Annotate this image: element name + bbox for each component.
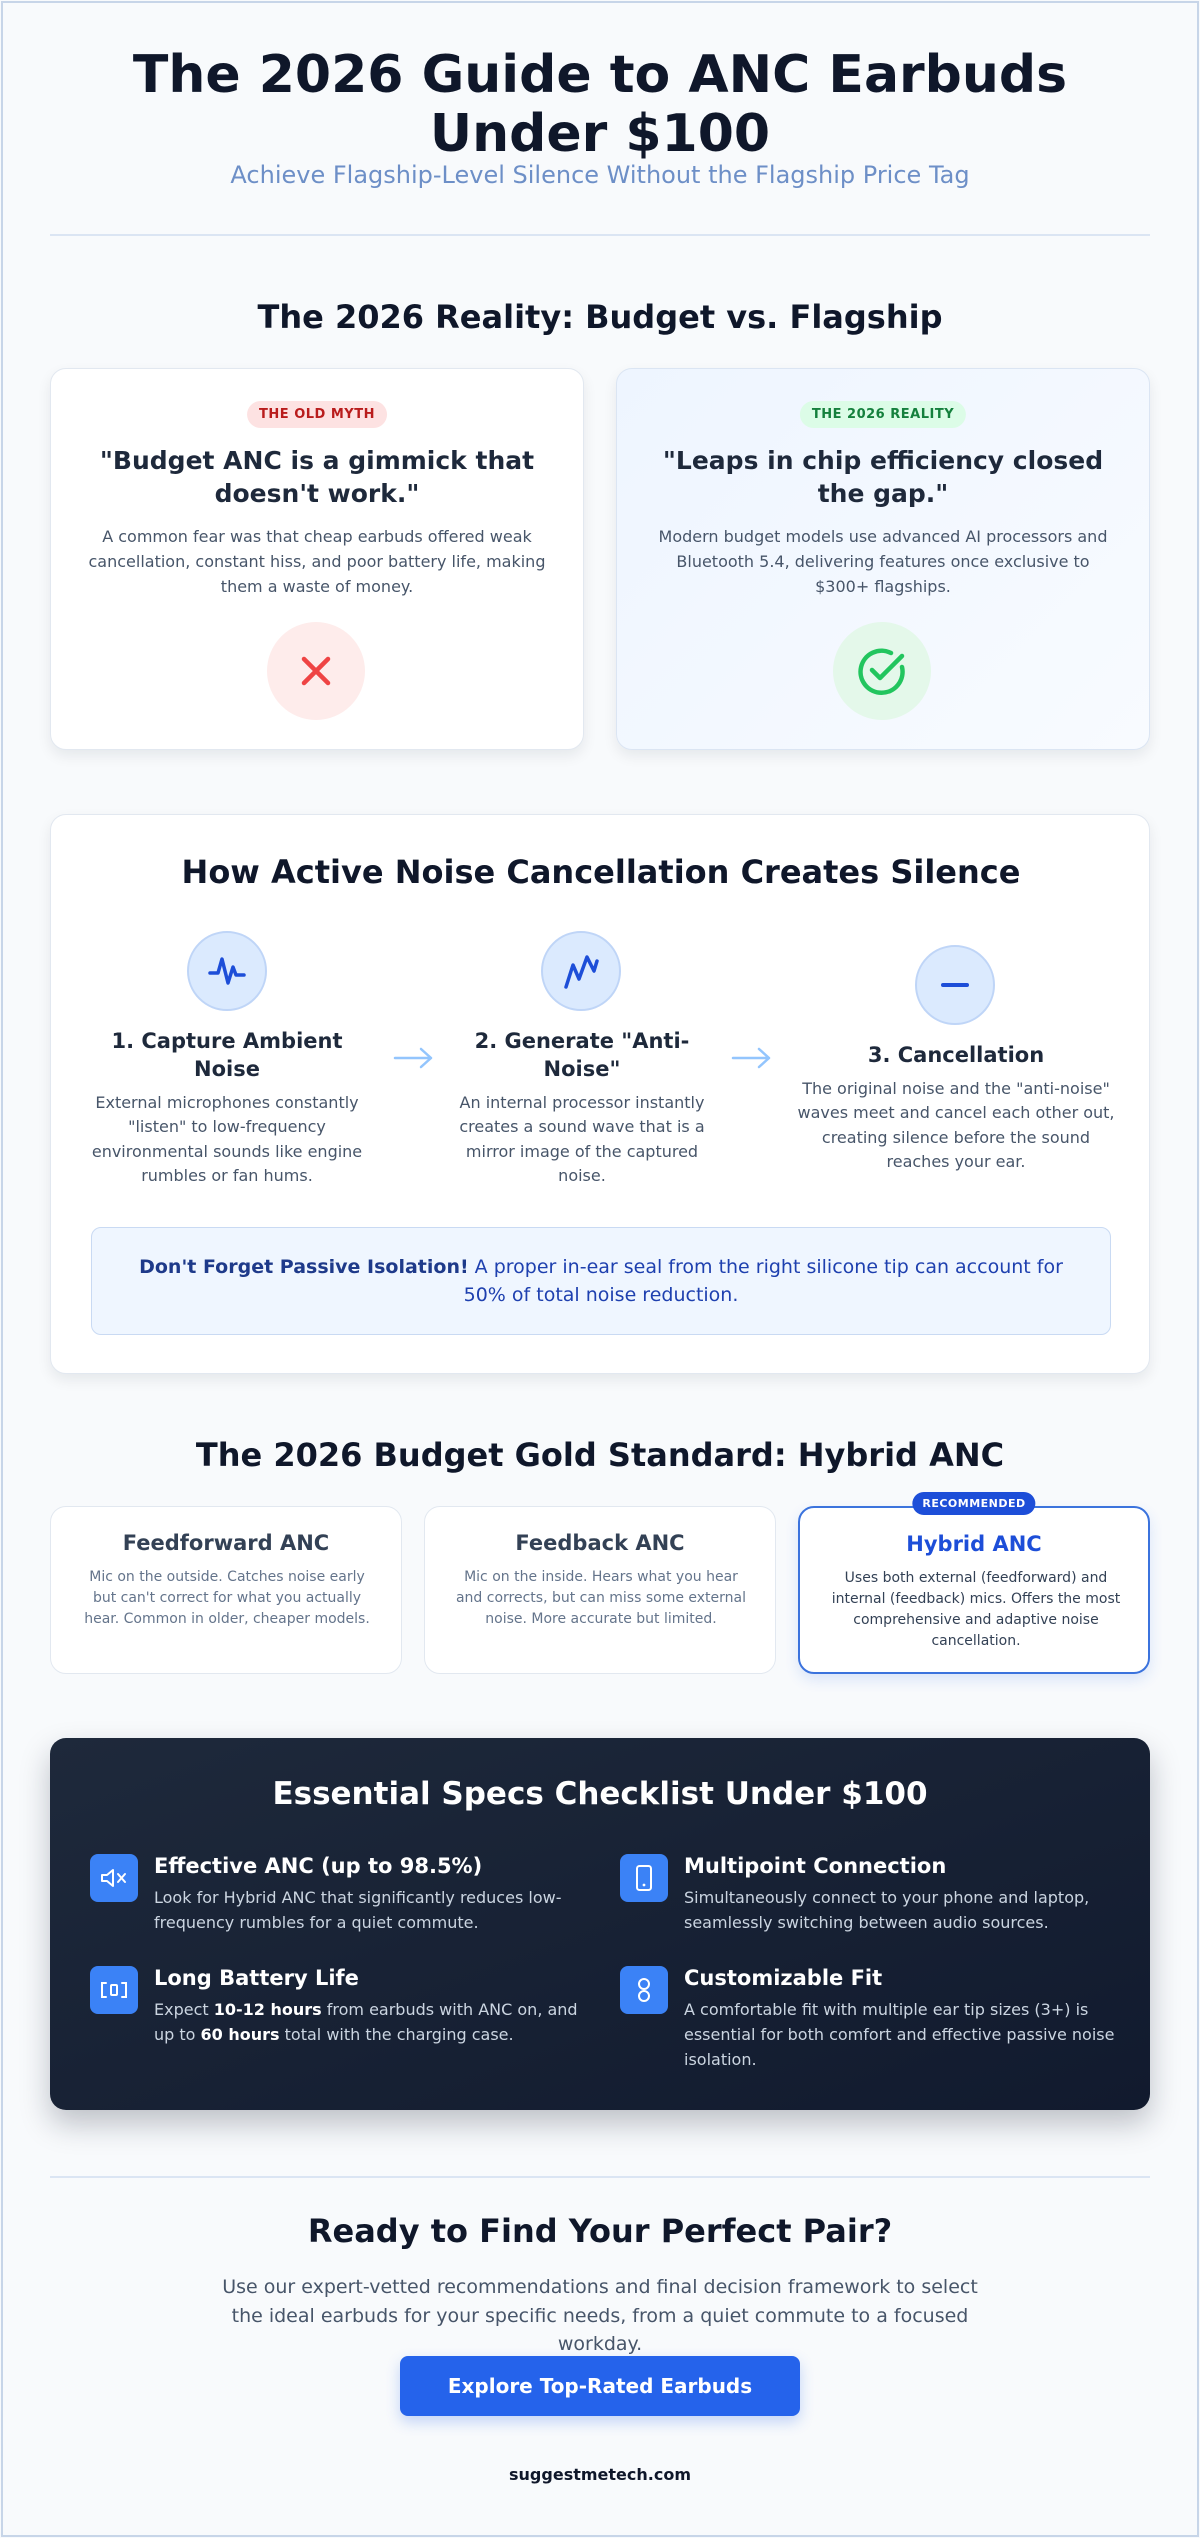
type-title: Hybrid ANC [906,1532,1042,1556]
feedforward-anc-card [50,1506,402,1674]
step-3-description: The original noise and the "anti-noise" waves meet and cancel each other out, creating silence before the sound reaches your ear. [797,1079,1115,1171]
spec-title: Effective ANC (up to 98.5%) [154,1854,483,1878]
step-1-description: External microphones constantly "listen" to low-frequency environmental sounds like engine rumbles or fan hums. [91,1093,363,1185]
type-title: Feedforward ANC [122,1531,330,1555]
mute-speaker-icon [90,1854,138,1902]
ear-tip-icon [620,1966,668,2014]
type-description: Mic on the outside. Catches noise early but can't correct for what you actually hear. Common in older, cheaper models. [84,1569,370,1627]
type-description: Uses both external (feedforward) and internal (feedback) mics. Offers the most comprehensive and adaptive noise cancellation. [831,1570,1121,1649]
anc-process-card [50,814,1150,1374]
hybrid-anc-card [798,1497,1150,1674]
type-description: Mic on the inside. Hears what you hear and corrects, but can miss some external noise. More accurate but limited. [455,1569,747,1627]
spec-description [154,1998,594,2048]
spec-description: Look for Hybrid ANC that significantly reduces low-frequency rumbles for a quiet commute. [154,1888,562,1932]
myth-badge: THE OLD MYTH [247,401,387,428]
reality-quote: "Leaps in chip efficiency closed the gap." [662,446,1104,508]
footer-site-link[interactable]: suggestmetech.com [509,2465,691,2484]
myth-card [50,368,584,750]
spec-description: A comfortable fit with multiple ear tip sizes (3+) is essential for both comfort and effective passive noise isolation. [684,2000,1115,2069]
step-2-description: An internal processor instantly creates a sound wave that is a mirror image of the captured noise. [459,1093,705,1185]
myth-quote: "Budget ANC is a gimmick that doesn't work." [99,446,535,508]
arrow-right-icon [731,1047,773,1069]
anc-types-title: The 2026 Budget Gold Standard: Hybrid ANC [195,1436,1005,1474]
passive-isolation-note [91,1227,1111,1335]
reality-section-title: The 2026 Reality: Budget vs. Flagship [257,298,943,336]
reality-badge: THE 2026 REALITY [800,401,966,428]
feedback-anc-card [424,1506,776,1674]
waveform-icon [187,931,267,1011]
spec-title: Customizable Fit [684,1966,883,1990]
desc-part: Expect [154,2000,214,2019]
explore-earbuds-button[interactable]: Explore Top-Rated Earbuds [400,2356,800,2416]
battery-icon [90,1966,138,2014]
note-text: A proper in-ear seal from the right silicone tip can account for 50% of total noise reduction. [463,1255,1063,1306]
x-icon [267,622,365,720]
cta-title: Ready to Find Your Perfect Pair? [307,2212,893,2250]
page-subtitle: Achieve Flagship-Level Silence Without the Flagship Price Tag [230,161,970,189]
step-1-title: 1. Capture Ambient Noise [111,1029,343,1082]
process-section-title: How Active Noise Cancellation Creates Silence [181,853,1021,891]
specs-checklist-panel [50,1738,1150,2110]
divider [50,2176,1150,2178]
phone-icon [620,1854,668,1902]
minus-icon [915,945,995,1025]
desc-highlight: 10-12 hours [213,2000,322,2019]
desc-part: from earbuds with ANC on, and up to [154,2000,578,2044]
divider [50,234,1150,236]
step-3-title: 3. Cancellation [867,1043,1045,1067]
check-circle-icon [833,622,931,720]
desc-part: total with the charging case. [279,2024,514,2044]
specs-title: Essential Specs Checklist Under $100 [272,1776,928,1812]
desc-highlight: 60 hours [200,2024,280,2044]
arrow-right-icon [393,1047,435,1069]
step-2-title: 2. Generate "Anti-Noise" [474,1029,690,1082]
reality-description: Modern budget models use advanced AI processors and Bluetooth 5.4, delivering features once exclusive to $300+ flagships. [658,527,1108,596]
note-heading: Don't Forget Passive Isolation! [139,1255,469,1278]
spec-description: Simultaneously connect to your phone and laptop, seamlessly switching between audio sources. [684,1888,1090,1932]
spec-title: Multipoint Connection [684,1854,947,1878]
spec-title: Long Battery Life [154,1966,359,1990]
reality-card [616,368,1150,750]
inverted-wave-icon [541,931,621,1011]
cta-description: Use our expert-vetted recommendations and final decision framework to select the ideal earbuds for your specific needs, from a quiet commute to a focused workday. [222,2276,978,2355]
myth-description: A common fear was that cheap earbuds offered weak cancellation, constant hiss, and poor battery life, making them a waste of money. [88,527,546,596]
page-title: The 2026 Guide to ANC Earbuds Under $100 [132,45,1068,164]
recommended-badge: RECOMMENDED [912,1492,1035,1515]
type-title: Feedback ANC [515,1531,685,1555]
